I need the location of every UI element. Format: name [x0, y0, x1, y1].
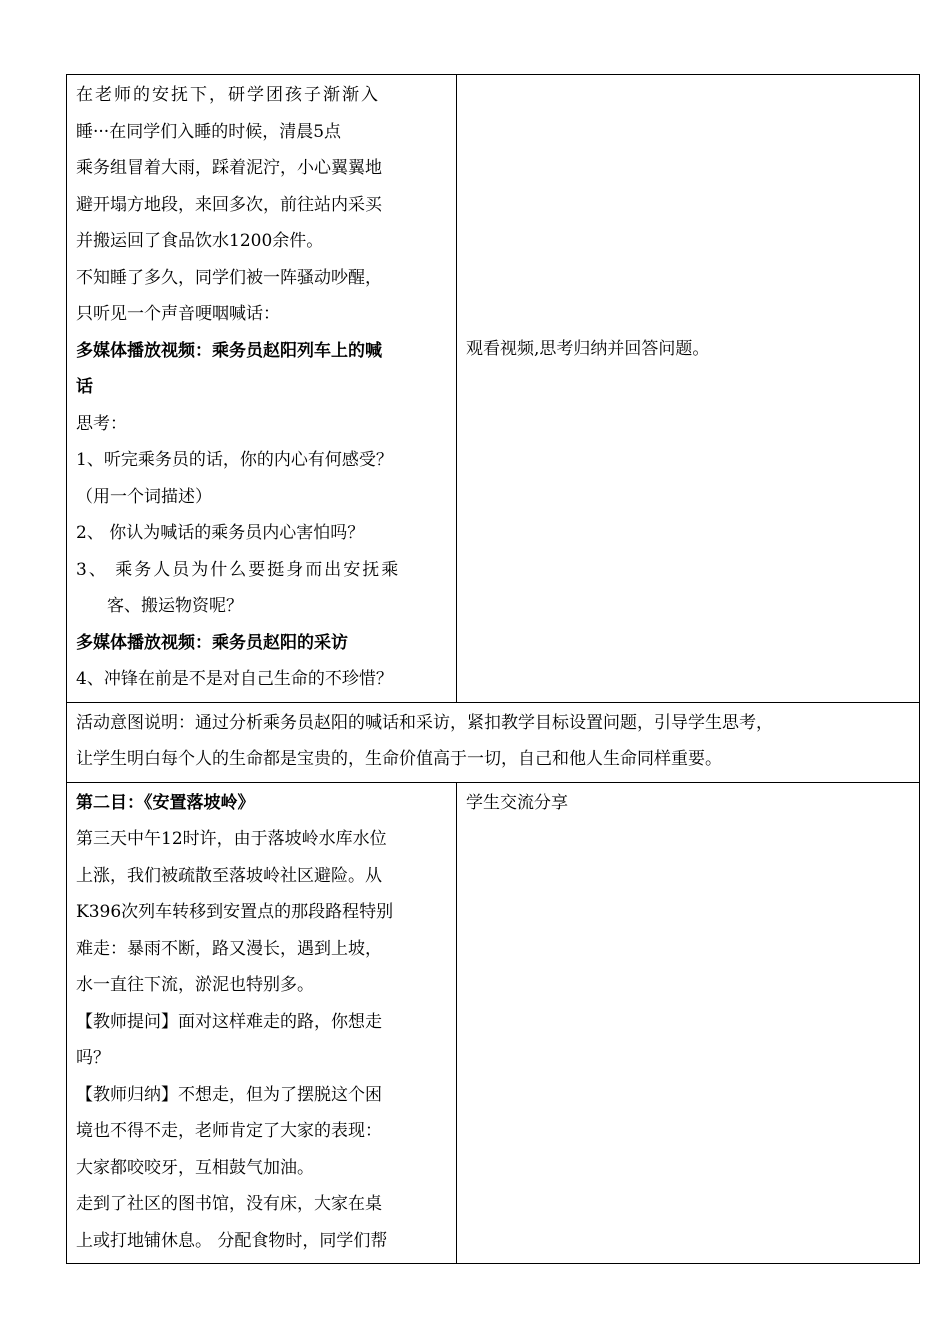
text-line: 并搬运回了食品饮水1200余件。 — [76, 231, 324, 251]
text-line: 避开塌方地段，来回多次，前往站内采买 — [76, 194, 382, 215]
teacher-activity-cell — [67, 75, 457, 703]
video-instruction: 多媒体播放视频：乘务员赵阳列车上的喊 — [76, 340, 382, 361]
text-line: 难走：暴雨不断，路又漫长，遇到上坡， — [76, 938, 382, 959]
text-line: 上或打地铺休息。 分配食物时，同学们帮 — [76, 1230, 388, 1251]
question-3-cont: 客、搬运物资呢？ — [107, 596, 243, 616]
video-instruction: 话 — [76, 377, 93, 397]
text-line: 走到了社区的图书馆，没有床，大家在桌 — [76, 1194, 382, 1214]
intent-line: 活动意图说明：通过分析乘务员赵阳的喊话和采访，紧扣教学目标设置问题，引导学生思考， — [76, 712, 773, 733]
teacher-summary: 【教师归纳】不想走，但为了摆脱这个困 — [76, 1084, 382, 1105]
student-activity-cell — [457, 75, 920, 703]
student-activity-text: 观看视频,思考归纳并回答问题。 — [466, 339, 710, 359]
text-line: 在老师的安抚下，研学团孩子渐渐入 — [76, 85, 380, 105]
student-activity-text: 学生交流分享 — [466, 792, 568, 813]
text-line: 上涨，我们被疏散至落坡岭社区避险。从 — [76, 865, 382, 886]
activity-intent-cell — [67, 702, 920, 782]
student-activity-cell — [457, 782, 920, 1264]
text-line: 第三天中午12时许，由于落坡岭水库水位 — [76, 829, 387, 849]
question-3: 3、 乘务人员为什么要挺身而出安抚乘 — [76, 559, 401, 580]
teacher-question: 【教师提问】面对这样难走的路，你想走 — [76, 1011, 382, 1032]
question-2: 2、 你认为喊话的乘务员内心害怕吗？ — [76, 523, 365, 543]
video-instruction: 多媒体播放视频：乘务员赵阳的采访 — [76, 632, 348, 653]
text-line: 睡···在同学们入睡的时候，清晨5点 — [76, 121, 342, 142]
question-1: 1、听完乘务员的话，你的内心有何感受？ — [76, 450, 393, 470]
question-4: 4、冲锋在前是不是对自己生命的不珍惜？ — [76, 669, 393, 689]
question-1-note: （用一个词描述） — [76, 486, 212, 507]
text-line: 不知睡了多久，同学们被一阵骚动吵醒， — [76, 267, 382, 288]
table-row — [67, 75, 920, 703]
teacher-summary: 大家都咬咬牙，互相鼓气加油。 — [76, 1157, 314, 1178]
lesson-plan-table — [66, 74, 920, 1264]
section-heading: 第二目：《安置落坡岭》 — [76, 792, 255, 813]
table-row — [67, 702, 920, 782]
text-line: 水一直往下流，淤泥也特别多。 — [76, 975, 314, 995]
table-row — [67, 782, 920, 1264]
think-label: 思考： — [76, 413, 127, 434]
text-line: 乘务组冒着大雨，踩着泥泞，小心翼翼地 — [76, 158, 382, 178]
text-line: K396次列车转移到安置点的那段路程特别 — [76, 902, 394, 922]
teacher-question: 吗？ — [76, 1048, 110, 1068]
teacher-summary: 境也不得不走，老师肯定了大家的表现： — [76, 1121, 382, 1141]
teacher-activity-cell — [67, 782, 457, 1264]
intent-line: 让学生明白每个人的生命都是宝贵的，生命价值高于一切，自己和他人生命同样重要。 — [76, 749, 722, 769]
text-line: 只听见一个声音哽咽喊话： — [76, 304, 280, 324]
